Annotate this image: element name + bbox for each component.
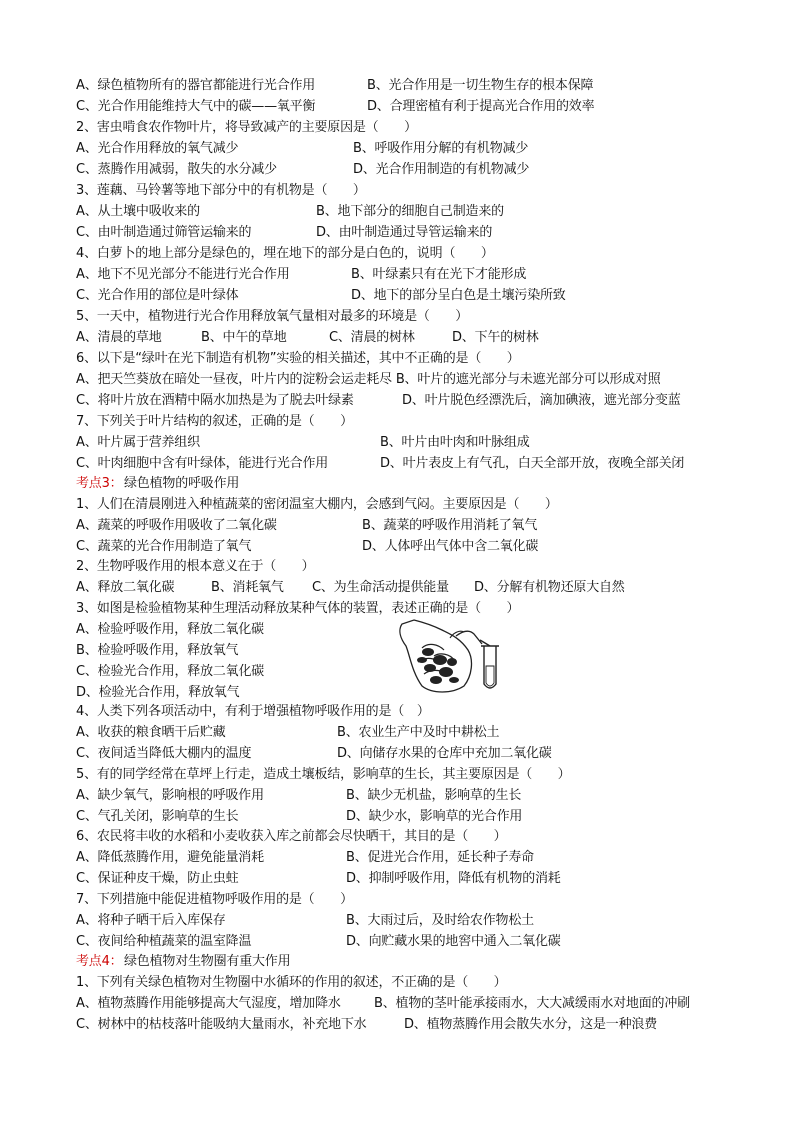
- option-d: D、向储存水果的仓库中充加二氧化碳: [337, 746, 552, 761]
- option-d: D、抑制呼吸作用，降低有机物的消耗: [346, 871, 561, 886]
- option-b: B、检验呼吸作用，释放氧气: [76, 643, 239, 658]
- option-c: C、为生命活动提供能量: [312, 580, 449, 595]
- question-text: 6、农民将丰收的水稻和小麦收获入库之前都会尽快晒干，其目的是（ ）: [76, 829, 507, 844]
- option-a: A、降低蒸腾作用，避免能量消耗: [76, 850, 264, 865]
- option-c: C、光合作用的部位是叶绿体: [76, 288, 239, 303]
- option-d: D、植物蒸腾作用会散失水分，这是一种浪费: [404, 1017, 658, 1032]
- option-b: B、农业生产中及时中耕松土: [337, 725, 500, 740]
- option-a: A、检验呼吸作用，释放二氧化碳: [76, 622, 264, 637]
- question-text: 1、下列有关绿色植物对生物圈中水循环的作用的叙述，不正确的是（ ）: [76, 975, 507, 990]
- section-title: 绿色植物的呼吸作用: [124, 476, 240, 491]
- option-b: B、促进光合作用，延长种子寿命: [346, 850, 534, 865]
- option-a: A、收获的粮食晒干后贮藏: [76, 725, 226, 740]
- option-a: A、缺少氧气，影响根的呼吸作用: [76, 788, 264, 803]
- option-d: D、由叶制造通过导管运输来的: [316, 225, 493, 240]
- option-c: C、叶肉细胞中含有叶绿体，能进行光合作用: [76, 456, 329, 471]
- option-c: C、清晨的树林: [329, 330, 415, 345]
- option-b: B、蔬菜的呼吸作用消耗了氧气: [362, 518, 538, 533]
- option-c: C、夜间适当降低大棚内的温度: [76, 746, 252, 761]
- option-d: D、检验光合作用，释放氧气: [76, 685, 240, 700]
- option-b: B、地下部分的细胞自己制造来的: [316, 204, 504, 219]
- section-label: 考点4：: [76, 954, 123, 969]
- option-ab: A、把天竺葵放在暗处一昼夜，叶片内的淀粉会运走耗尽 B、叶片的遮光部分与未遮光部分可以形成对照: [76, 372, 661, 387]
- option-d: D、地下的部分呈白色是土壤污染所致: [351, 288, 566, 303]
- option-b: B、中午的草地: [201, 330, 287, 345]
- option-c: C、检验光合作用，释放二氧化碳: [76, 664, 265, 679]
- question-text: 7、下列关于叶片结构的叙述，正确的是（ ）: [76, 414, 353, 429]
- question-text: 3、莲藕、马铃薯等地下部分中的有机物是（ ）: [76, 183, 366, 198]
- option-a: A、从土壤中吸收来的: [76, 204, 200, 219]
- option-d: D、缺少水，影响草的光合作用: [346, 809, 523, 824]
- question-text: 5、一天中，植物进行光合作用释放氧气量相对最多的环境是（ ）: [76, 309, 469, 324]
- option-d: D、叶片表皮上有气孔，白天全部开放，夜晚全部关闭: [380, 456, 685, 471]
- option-c: C、保证种皮干燥，防止虫蛀: [76, 871, 239, 886]
- question-text: 2、害虫啃食农作物叶片，将导致减产的主要原因是（ ）: [76, 120, 417, 135]
- option-a: A、地下不见光部分不能进行光合作用: [76, 267, 290, 282]
- question-text: 2、生物呼吸作用的根本意义在于（ ）: [76, 559, 315, 574]
- plant-bag-test-tube-figure: [394, 616, 514, 696]
- option-d: D、下午的树林: [452, 330, 539, 345]
- section-label: 考点3：: [76, 476, 123, 491]
- option-a: A、蔬菜的呼吸作用吸收了二氧化碳: [76, 518, 277, 533]
- question-text: 4、白萝卜的地上部分是绿色的，埋在地下的部分是白色的，说明（ ）: [76, 246, 494, 261]
- option-a: A、清晨的草地: [76, 330, 162, 345]
- option-a: A、植物蒸腾作用能够提高大气湿度，增加降水: [76, 996, 341, 1011]
- option-b: B、消耗氧气: [211, 580, 284, 595]
- option-a: A、释放二氧化碳: [76, 580, 175, 595]
- question-text: 4、人类下列各项活动中，有利于增强植物呼吸作用的是（ ）: [76, 704, 430, 719]
- option-d: D、分解有机物还原大自然: [474, 580, 625, 595]
- option-a: A、叶片属于营养组织: [76, 435, 200, 450]
- option-c: C、将叶片放在酒精中隔水加热是为了脱去叶绿素: [76, 393, 354, 408]
- option-c: C、夜间给种植蔬菜的温室降温: [76, 934, 252, 949]
- option-b: B、叶绿素只有在光下才能形成: [351, 267, 527, 282]
- option-c: C、树林中的枯枝落叶能吸纳大量雨水，补充地下水: [76, 1017, 367, 1032]
- option-d: D、合理密植有利于提高光合作用的效率: [367, 99, 595, 114]
- option-a: A、光合作用释放的氧气减少: [76, 141, 239, 156]
- option-b: B、大雨过后，及时给农作物松土: [346, 913, 534, 928]
- option-a: A、绿色植物所有的器官都能进行光合作用: [76, 78, 316, 93]
- option-b: B、光合作用是一切生物生存的根本保障: [367, 78, 594, 93]
- option-d: D、叶片脱色经漂洗后，滴加碘液，遮光部分变蓝: [402, 393, 681, 408]
- question-text: 7、下列措施中能促进植物呼吸作用的是（ ）: [76, 892, 353, 907]
- option-b: B、植物的茎叶能承接雨水，大大减缓雨水对地面的冲刷: [374, 996, 690, 1011]
- option-c: C、蒸腾作用减弱，散失的水分减少: [76, 162, 277, 177]
- option-c: C、气孔关闭，影响草的生长: [76, 809, 239, 824]
- question-text: 1、人们在清晨刚进入种植蔬菜的密闭温室大棚内，会感到气闷。主要原因是（ ）: [76, 497, 558, 512]
- option-c: C、光合作用能维持大气中的碳——氧平衡: [76, 99, 316, 114]
- option-b: B、呼吸作用分解的有机物减少: [353, 141, 529, 156]
- question-text: 3、如图是检验植物某种生理活动释放某种气体的装置，表述正确的是（ ）: [76, 601, 520, 616]
- section-title: 绿色植物对生物圈有重大作用: [124, 954, 291, 969]
- question-text: 6、以下是“绿叶在光下制造有机物”实验的相关描述，其中不正确的是（ ）: [76, 351, 520, 366]
- question-text: 5、有的同学经常在草坪上行走，造成土壤板结，影响草的生长，其主要原因是（ ）: [76, 767, 571, 782]
- option-c: C、蔬菜的光合作用制造了氧气: [76, 539, 252, 554]
- option-d: D、向贮藏水果的地窖中通入二氧化碳: [346, 934, 561, 949]
- option-d: D、人体呼出气体中含二氧化碳: [362, 539, 539, 554]
- option-c: C、由叶制造通过筛管运输来的: [76, 225, 252, 240]
- option-b: B、叶片由叶肉和叶脉组成: [380, 435, 530, 450]
- option-b: B、缺少无机盐，影响草的生长: [346, 788, 522, 803]
- option-d: D、光合作用制造的有机物减少: [353, 162, 530, 177]
- option-a: A、将种子晒干后入库保存: [76, 913, 226, 928]
